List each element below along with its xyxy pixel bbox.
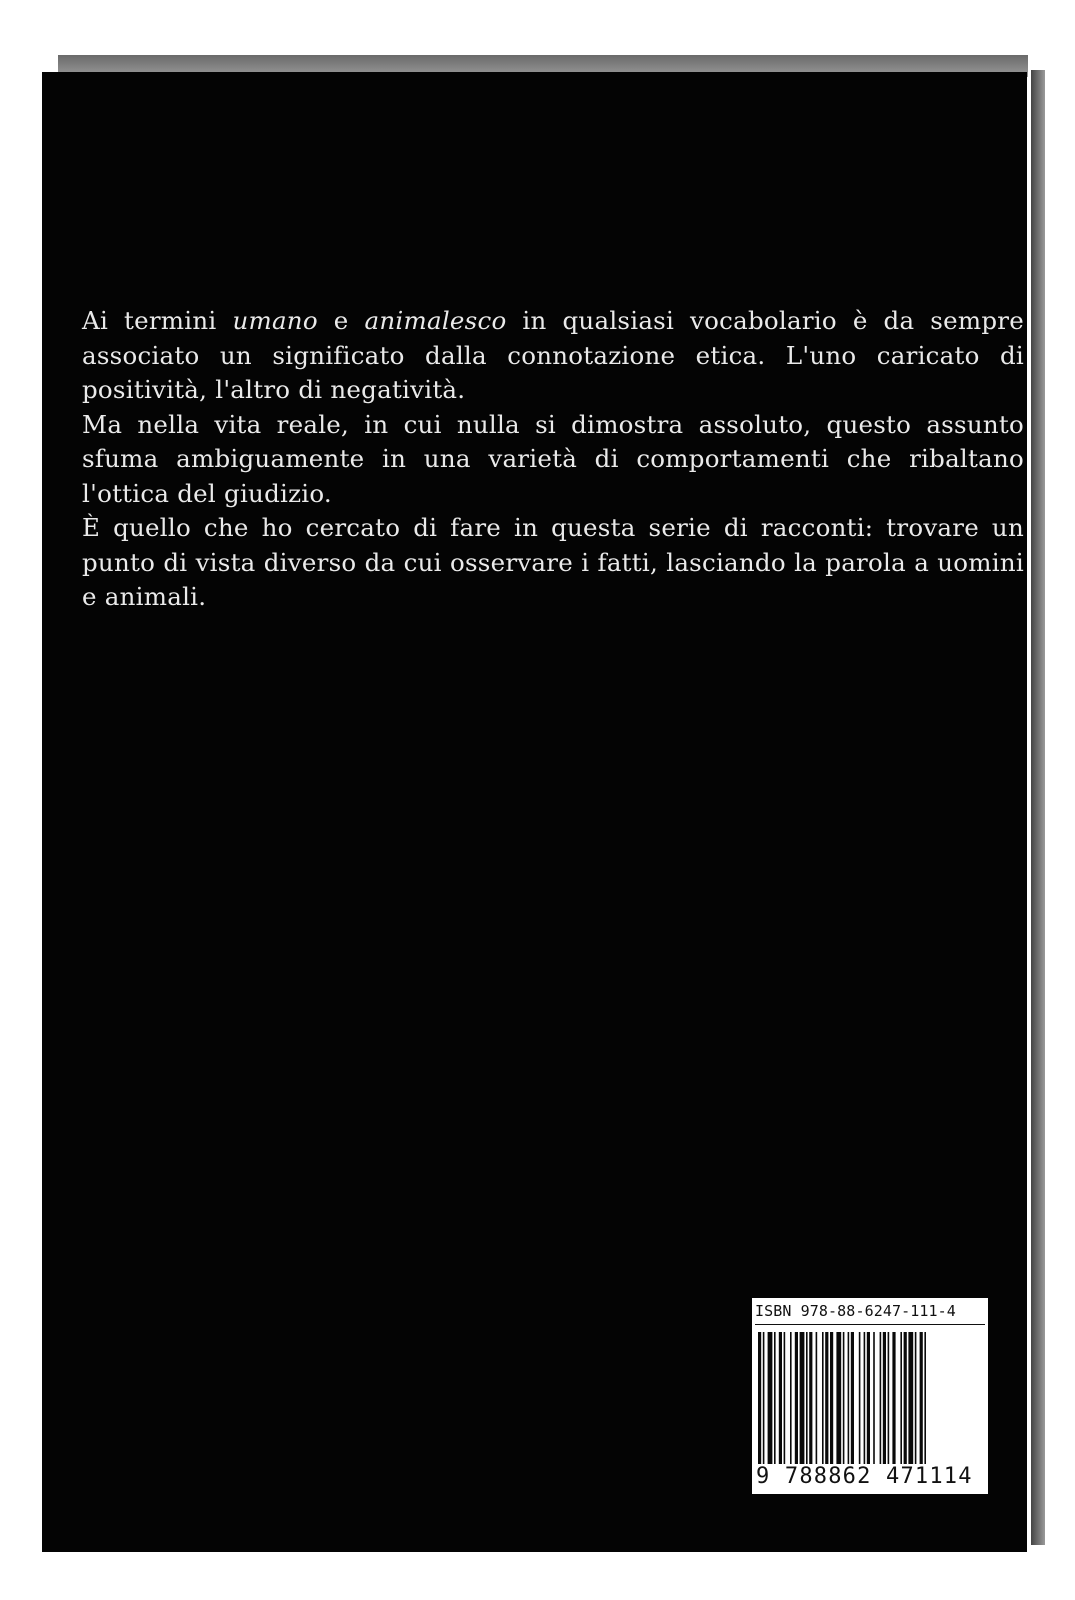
barcode-bar	[795, 1332, 798, 1464]
barcode-bar	[892, 1332, 895, 1464]
barcode-bar	[790, 1332, 792, 1464]
isbn-number: ISBN 978-88-6247-111-4	[755, 1302, 956, 1320]
isbn-barcode-label	[752, 1298, 988, 1494]
barcode-bar	[880, 1332, 882, 1464]
blurb-text: Ai termini	[82, 306, 233, 335]
blurb-paragraph-1	[82, 304, 1024, 408]
barcode-bar	[864, 1332, 866, 1464]
barcode-bar	[806, 1332, 808, 1464]
barcode-bar	[915, 1332, 917, 1464]
barcode-bar	[851, 1332, 854, 1464]
back-cover	[42, 72, 1027, 1552]
barcode-bar	[816, 1332, 818, 1464]
barcode-bar	[848, 1332, 850, 1464]
barcode-bar	[873, 1332, 875, 1464]
barcode-bar	[809, 1332, 812, 1464]
barcode-bar	[825, 1332, 828, 1464]
blurb-text: e	[317, 306, 365, 335]
barcode-bar	[768, 1332, 773, 1464]
book-side-edge	[1031, 70, 1045, 1545]
barcode-bar	[763, 1332, 765, 1464]
barcode-bar	[774, 1332, 776, 1464]
blurb-paragraph-2: Ma nella vita reale, in cui nulla si dimostra assoluto, questo assunto sfuma ambiguamente in una varietà di comportamenti che ribaltano l'ottica del giudizio.	[82, 409, 1024, 508]
barcode-bar	[883, 1332, 886, 1464]
blurb-italic-term: umano	[232, 306, 318, 335]
barcode-bar	[924, 1332, 926, 1464]
barcode-bar	[904, 1332, 907, 1464]
barcode-bar	[779, 1332, 782, 1464]
barcode-digits: 9 788862 471114	[756, 1464, 973, 1489]
barcode-bar	[888, 1332, 890, 1464]
barcode-bar	[867, 1332, 870, 1464]
isbn-divider	[755, 1324, 985, 1325]
barcode-bar	[836, 1332, 841, 1464]
barcode-bar	[900, 1332, 902, 1464]
barcode-bar	[843, 1332, 845, 1464]
barcode-bar	[920, 1332, 923, 1464]
barcode-bars	[758, 1332, 982, 1464]
blurb-italic-term: animalesco	[364, 306, 507, 335]
barcode-bar	[908, 1332, 913, 1464]
barcode-bar	[800, 1332, 805, 1464]
back-cover-blurb	[82, 304, 1024, 615]
blurb-paragraph-3: È quello che ho cercato di fare in questa serie di racconti: trovare un punto di vista diverso da cui osservare i fatti, lasciando la parola a uomini e animali.	[82, 513, 1024, 611]
blurb-text: in qualsiasi vocabolario è da sempre associato un significato dalla connotazione etica. L'uno caricato di positività, l'altro di negatività.	[82, 306, 1024, 404]
barcode-bar	[859, 1332, 861, 1464]
barcode-bar	[822, 1332, 824, 1464]
barcode-bar	[830, 1332, 833, 1464]
barcode-bar	[784, 1332, 786, 1464]
barcode-bar	[758, 1332, 761, 1464]
